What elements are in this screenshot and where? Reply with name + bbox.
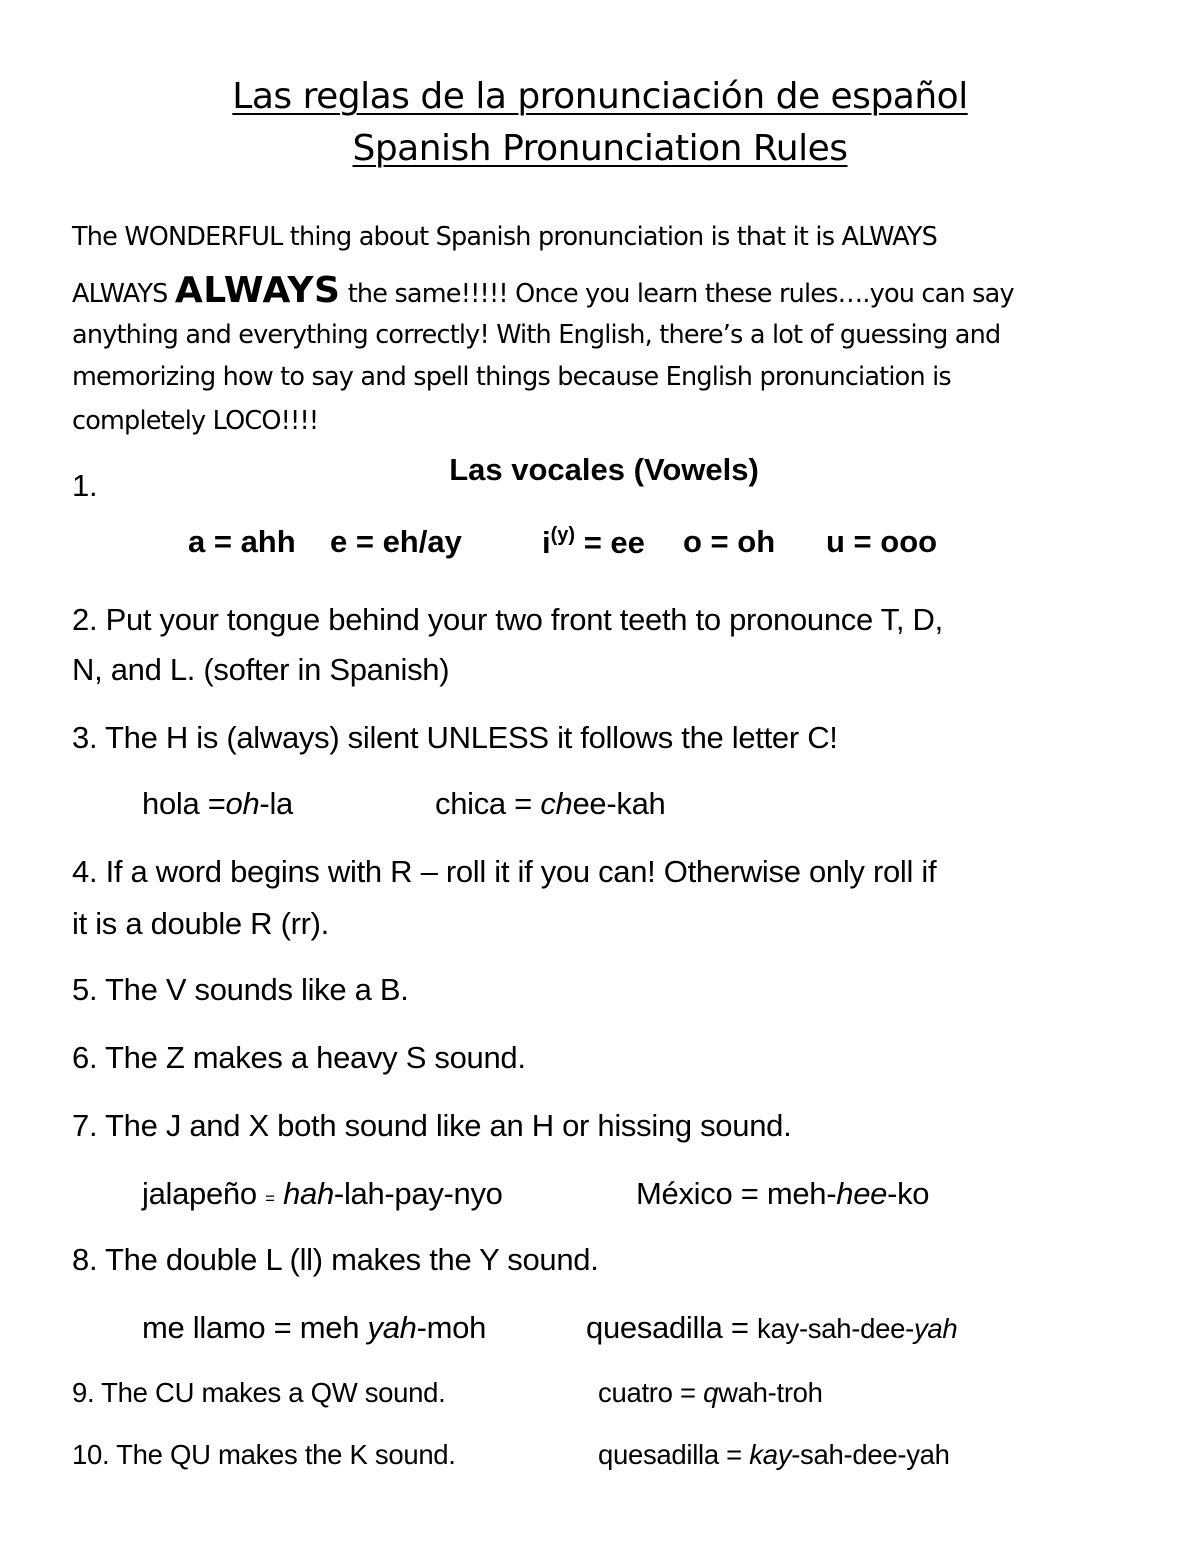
example-rest: wah-troh xyxy=(718,1377,823,1408)
rule-3-example-chica xyxy=(435,786,665,822)
intro-line-4: memorizing how to say and spell things because English pronunciation is xyxy=(72,362,951,392)
example-word: cuatro = xyxy=(598,1377,704,1408)
example-stress: ch xyxy=(540,786,573,821)
rule-1-number: 1. xyxy=(72,468,98,503)
rule-9-text: 9. The CU makes a QW sound. xyxy=(72,1377,446,1408)
intro-line-2-rest: the same!!!!! Once you learn these rules….you can say xyxy=(340,279,1014,309)
example-word: me llamo = meh xyxy=(142,1310,368,1345)
vowel-a: a = ahh xyxy=(188,524,296,559)
rule-4-line-2: it is a double R (rr). xyxy=(72,906,329,941)
example-stress: yah xyxy=(913,1313,958,1344)
example-word: México = meh- xyxy=(636,1176,837,1211)
intro-line-5: completely LOCO!!!! xyxy=(72,406,319,436)
intro-line-3: anything and everything correctly! With English, there’s a lot of guessing and xyxy=(72,320,1001,350)
title-spanish: Las reglas de la pronunciación de español xyxy=(232,76,968,117)
example-rest: -ko xyxy=(887,1176,930,1211)
example-rest: ee-kah xyxy=(572,786,666,821)
rule-2-line-2: N, and L. (softer in Spanish) xyxy=(72,652,450,687)
vowels-heading: Las vocales (Vowels) xyxy=(449,452,759,487)
example-word: quesadilla = xyxy=(586,1310,758,1345)
intro-line-2 xyxy=(72,270,1014,311)
rule-10-example-quesadilla xyxy=(598,1439,950,1471)
example-stress: yah xyxy=(367,1310,417,1345)
example-word: chica = xyxy=(435,786,541,821)
example-stress: q xyxy=(703,1377,719,1408)
vowel-u: u = ooo xyxy=(826,524,938,559)
vowel-i-letter: i xyxy=(542,525,551,560)
rule-9-example-cuatro xyxy=(598,1377,823,1409)
rule-3-example-hola xyxy=(142,786,293,822)
vowel-i xyxy=(542,524,645,561)
example-stress: oh xyxy=(225,786,260,821)
example-equals: = xyxy=(265,1189,275,1208)
example-word: jalapeño xyxy=(142,1176,266,1211)
example-rest: -la xyxy=(259,786,293,821)
example-word: quesadilla = xyxy=(598,1439,750,1470)
intro-line-1: The WONDERFUL thing about Spanish pronunciation is that it is ALWAYS xyxy=(72,222,938,252)
rule-8-text: 8. The double L (ll) makes the Y sound. xyxy=(72,1242,599,1277)
rule-7-example-jalapeno xyxy=(142,1176,503,1212)
rule-4-line-1: 4. If a word begins with R – roll it if you can! Otherwise only roll if xyxy=(72,854,937,889)
example-rest: -moh xyxy=(416,1310,487,1345)
example-rest: kay-sah-dee- xyxy=(757,1313,914,1344)
rule-2-line-1: 2. Put your tongue behind your two front teeth to pronounce T, D, xyxy=(72,602,943,637)
rule-7-example-mexico xyxy=(636,1176,929,1212)
rule-3-text: 3. The H is (always) silent UNLESS it follows the letter C! xyxy=(72,720,838,755)
rule-10-text: 10. The QU makes the K sound. xyxy=(72,1439,456,1470)
example-stress: kay xyxy=(749,1439,792,1470)
vowel-e: e = eh/ay xyxy=(330,524,462,559)
intro-always-big: ALWAYS xyxy=(174,270,341,311)
rule-5-text: 5. The V sounds like a B. xyxy=(72,972,409,1007)
example-word: hola = xyxy=(142,786,226,821)
title-english: Spanish Pronunciation Rules xyxy=(352,128,848,169)
rule-7-text: 7. The J and X both sound like an H or hissing sound. xyxy=(72,1108,792,1143)
example-rest: -lah-pay-nyo xyxy=(333,1176,503,1211)
rule-8-example-llamo xyxy=(142,1310,486,1346)
intro-always: ALWAYS xyxy=(72,279,175,309)
rule-6-text: 6. The Z makes a heavy S sound. xyxy=(72,1040,526,1075)
example-stress: hah xyxy=(274,1176,334,1211)
vowel-o: o = oh xyxy=(683,524,776,559)
vowel-i-sup: (y) xyxy=(550,524,576,546)
example-rest: -sah-dee-yah xyxy=(791,1439,950,1470)
rule-8-example-quesadilla xyxy=(586,1310,957,1346)
example-stress: hee xyxy=(836,1176,888,1211)
vowel-i-sound: = ee xyxy=(575,525,645,560)
